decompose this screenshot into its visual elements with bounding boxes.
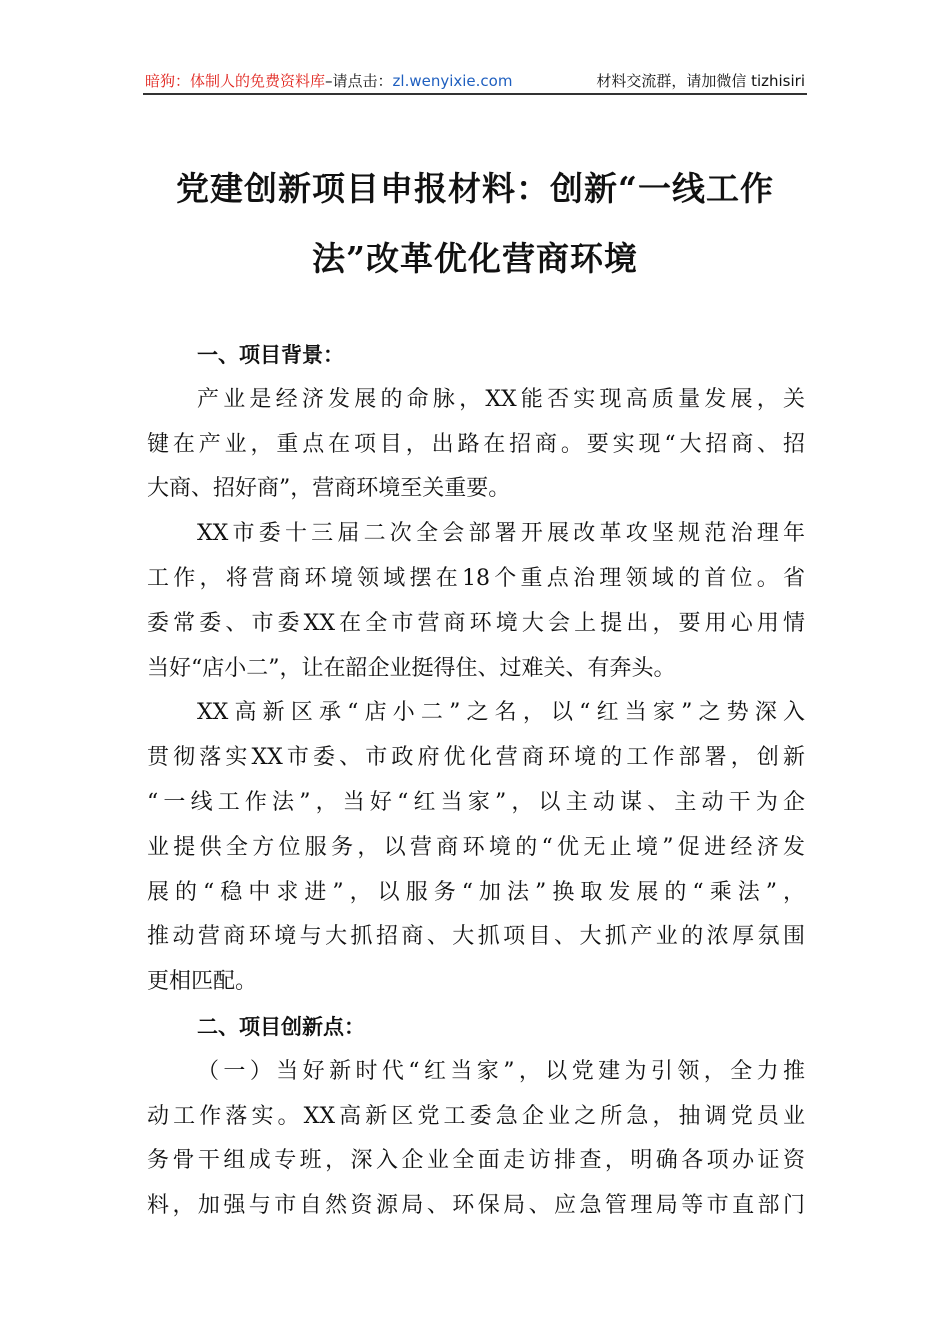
body-text-line: 推动营商环境与大抓招商、大抓项目、大抓产业的浓厚氛围 [147,924,805,950]
header-site-name: 暗狗：体制人的免费资料库 [145,72,326,90]
section-heading: 二、项目创新点： [197,1014,365,1039]
body-text-line: XX高新区承“店小二”之名，以“红当家”之势深入 [197,700,805,726]
body-text-line: 贯彻落实XX市委、市政府优化营商环境的工作部署，创新 [147,745,805,771]
body-text-line: （一）当好新时代“红当家”，以党建为引领，全力推 [197,1058,805,1084]
header-contact: 材料交流群，请加微信 tizhisiri [596,72,805,90]
header-click-prompt: –请点击： [325,72,393,90]
body-text-line: 务骨干组成专班，深入企业全面走访排查，明确各项办证资 [147,1148,805,1174]
section-heading: 一、项目背景： [197,343,344,367]
document-title-line-1: 党建创新项目申报材料：创新“一线工作 [176,169,774,208]
body-text-line: 料，加强与市自然资源局、环保局、应急管理局等市直部门 [147,1193,805,1219]
body-text-line: XX市委十三届二次全会部署开展改革攻坚规范治理年 [197,521,805,547]
header-divider [143,93,807,95]
body-text-line: 更相匹配。 [147,969,258,995]
body-text-line: 动工作落实。XX高新区党工委急企业之所急，抽调党员业 [147,1103,805,1129]
body-text-line: 键在产业，重点在项目，出路在招商。要实现“大招商、招 [147,431,805,457]
body-text-line: “一线工作法”，当好“红当家”，以主动谋、主动干为企 [147,789,805,815]
body-text-line: 工作，将营商环境领域摆在18个重点治理领域的首位。省 [147,565,805,591]
document-body [147,333,805,1229]
body-text-line: 业提供全方位服务，以营商环境的“优无止境”促进经济发 [147,834,805,860]
body-text-line: 展的“稳中求进”，以服务“加法”换取发展的“乘法”， [147,879,805,905]
page-header [145,70,805,92]
body-text-line: 当好“店小二”，让在韶企业挺得住、过难关、有奔头。 [147,655,676,681]
header-url-link[interactable]: zl.wenyixie.com [392,72,513,90]
body-text-line: 委常委、市委XX在全市营商环境大会上提出，要用心用情 [147,610,805,636]
body-text-line: 大商、招好商”，营商环境至关重要。 [147,476,511,502]
document-title-line-2: 法”改革优化营商环境 [312,239,638,278]
body-text-line: 产业是经济发展的命脉，XX能否实现高质量发展，关 [197,386,805,412]
